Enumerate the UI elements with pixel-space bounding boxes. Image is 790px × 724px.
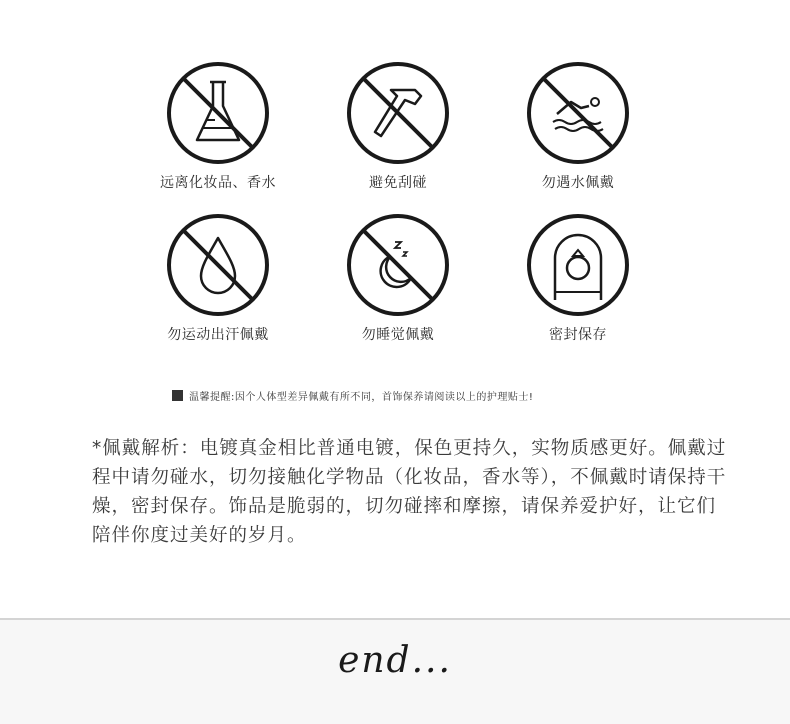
end-mark: end... — [338, 640, 452, 681]
care-item-no-water — [488, 60, 668, 192]
care-label: 勿睡觉佩戴 — [361, 327, 435, 343]
care-tip-text: 温馨提醒:因个人体型差异佩戴有所不同，首饰保养请阅读以上的护理贴士! — [189, 392, 534, 403]
swimmer-icon — [525, 60, 631, 166]
care-item-no-sleep — [308, 212, 488, 344]
care-tip — [172, 388, 732, 403]
care-item-no-cosmetics — [128, 60, 308, 192]
care-label: 勿运动出汗佩戴 — [167, 327, 269, 343]
bullet-square-icon — [172, 390, 183, 401]
hammer-icon — [345, 60, 451, 166]
flask-icon — [165, 60, 271, 166]
care-item-avoid-scratch — [308, 60, 488, 192]
care-label: 密封保存 — [549, 327, 607, 343]
ring-box-icon — [525, 212, 631, 318]
care-instructions-grid — [0, 0, 790, 360]
care-label: 勿遇水佩戴 — [541, 175, 615, 191]
care-label: 避免刮碰 — [369, 175, 427, 191]
wear-description: *佩戴解析：电镀真金相比普通电镀，保色更持久，实物质感更好。佩戴过程中请勿碰水，切勿接触化学物品（化妆品，香水等），不佩戴时请保持干燥，密封保存。饰品是脆弱的，切勿碰摔和摩擦，请保养爱护好，让它们陪伴你度过美好的岁月。 — [92, 438, 727, 546]
care-label: 远离化妆品、香水 — [160, 175, 276, 191]
water-drop-icon — [165, 212, 271, 318]
care-item-no-exercise — [128, 212, 308, 344]
sleep-moon-icon — [345, 212, 451, 318]
care-item-sealed-storage — [488, 212, 668, 344]
